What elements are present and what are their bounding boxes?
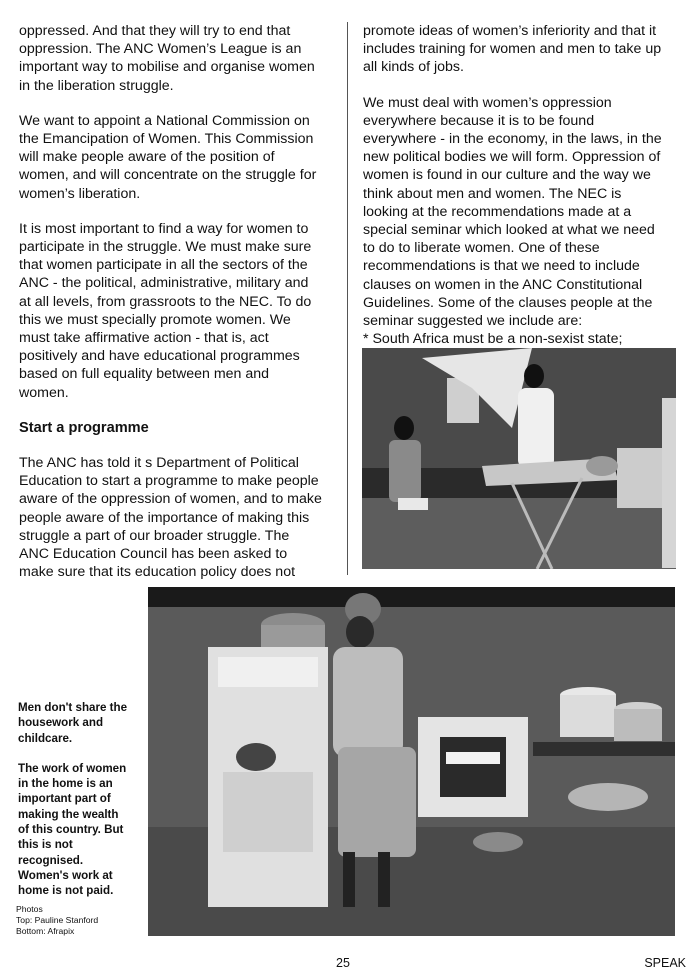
- paragraph: We want to appoint a National Commission on the Emancipation of Women. This Commission will make people aware of the position of women, and will concentrate on the struggle for women’s liberation.: [19, 112, 317, 202]
- caption-text: The work of women in the home is an important part of making the wealth of this country. But this is not recognised. Women's work at home is not paid.: [18, 761, 127, 898]
- column-divider: [347, 22, 348, 575]
- page-number: 25: [336, 956, 350, 970]
- photo-caption: [18, 700, 140, 914]
- credit-bottom: Bottom: Afrapix: [16, 926, 75, 936]
- paragraph: We must deal with women’s oppression everywhere because it is to be found everywhere - in the economy, in the laws, in the new political bodies we will form. Oppression of women is found in our culture and the way we think about men and women. The NEC is looking at the recommendations made at a special seminar which looked at what we need to do to liberate women. One of these recommendations is that we need to include clauses on women in the ANC Constitutional Guidelines. Some of the clauses people at the seminar suggested we include are: * South Africa must be a non-sexist state;: [363, 94, 662, 348]
- magazine-name: SPEAK: [644, 956, 686, 970]
- paragraph: promote ideas of women’s inferiority and that it includes training for women and men to take up all kinds of jobs.: [363, 23, 662, 76]
- credits-heading: Photos: [16, 904, 43, 914]
- paragraph: The ANC has told it s Department of Political Education to start a programme to make people aware of the oppression of women, and to make people aware of the importance of making this struggle a part of our broader struggle. The ANC Education Council has been asked to make sure that its education policy does not: [19, 455, 322, 581]
- paragraph: oppressed. And that they will try to end that oppression. The ANC Women’s League is an important way to mobilise and organise women in the liberation struggle.: [19, 23, 315, 94]
- caption-text: Men don't share the housework and childcare.: [18, 701, 128, 745]
- photo-woman-cooking: [148, 587, 675, 936]
- paragraph: It is most important to find a way for women to participate in the struggle. We must make sure that women participate in all the sectors of the ANC - the political, administrative, military and at all levels, from grassroots to the NEC. To do this we must specially promote women. We must take affirmative action - that is, act positively and have educational programmes based on full equality between men and women.: [19, 220, 312, 401]
- photo-women-ironing: [362, 348, 676, 569]
- left-column: [19, 22, 337, 581]
- photo-credits: [16, 904, 98, 937]
- subheading: Start a programme: [19, 419, 149, 436]
- right-column: [363, 22, 681, 348]
- credit-top: Top: Pauline Stanford: [16, 915, 99, 925]
